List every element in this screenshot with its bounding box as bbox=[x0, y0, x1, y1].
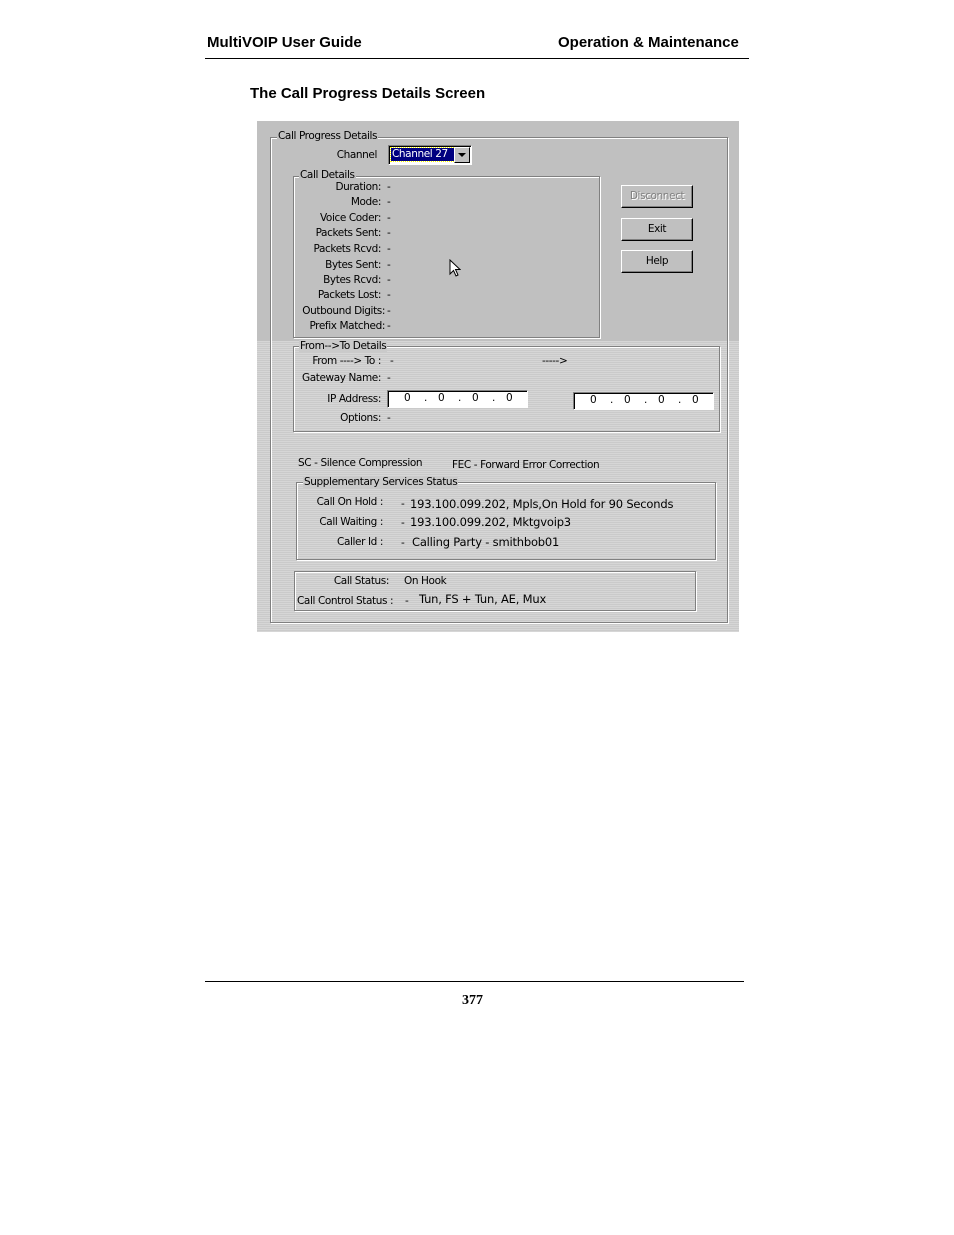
bytes-sent-value: - bbox=[387, 259, 391, 271]
bytes-rcvd-label: Bytes Rcvd: bbox=[323, 274, 381, 286]
call-status-label: Call Status: bbox=[333, 575, 389, 587]
channel-label bbox=[317, 149, 377, 162]
to-ip-octet-2: 0 bbox=[624, 394, 631, 406]
call-control-status-dash: - bbox=[405, 595, 409, 607]
ip-address-label: IP Address: bbox=[327, 393, 381, 405]
from-to-arrow: -----> bbox=[542, 355, 568, 367]
from-ip-dot-3: . bbox=[492, 392, 495, 404]
supplementary-services-title: Supplementary Services Status bbox=[304, 476, 458, 488]
header-right: Operation & Maintenance bbox=[558, 34, 739, 51]
channel-select[interactable] bbox=[388, 145, 472, 165]
from-ip-octet-4: 0 bbox=[506, 392, 513, 404]
outbound-digits-value: - bbox=[387, 305, 391, 317]
silence-compression-legend: SC - Silence Compression bbox=[298, 457, 423, 469]
to-ip-address-field[interactable] bbox=[573, 392, 714, 410]
from-ip-octet-2: 0 bbox=[438, 392, 445, 404]
from-to-value: - bbox=[390, 355, 394, 367]
prefix-matched-label: Prefix Matched: bbox=[309, 320, 385, 332]
channel-dropdown-button[interactable] bbox=[454, 147, 470, 163]
from-ip-dot-1: . bbox=[424, 392, 427, 404]
caller-id-label: Caller Id : bbox=[337, 536, 383, 548]
chevron-down-icon bbox=[458, 153, 466, 157]
voice-coder-value: - bbox=[387, 212, 391, 224]
exit-button-label: Exit bbox=[647, 223, 667, 235]
outbound-digits-label: Outbound Digits: bbox=[302, 305, 385, 317]
disconnect-button-label: Disconnect bbox=[629, 190, 685, 202]
packets-rcvd-label: Packets Rcvd: bbox=[313, 243, 381, 255]
caller-id-dash: - bbox=[401, 537, 405, 549]
call-on-hold-value: 193.100.099.202, Mpls,On Hold for 90 Seconds bbox=[410, 497, 674, 511]
packets-lost-label: Packets Lost: bbox=[317, 289, 381, 301]
from-ip-octet-3: 0 bbox=[472, 392, 479, 404]
bytes-rcvd-value: - bbox=[387, 274, 391, 286]
packets-rcvd-value: - bbox=[387, 243, 391, 255]
to-ip-octet-1: 0 bbox=[590, 394, 597, 406]
from-to-details-title: From-->To Details bbox=[300, 340, 387, 352]
section-title: The Call Progress Details Screen bbox=[250, 85, 486, 102]
header-rule bbox=[205, 58, 749, 59]
from-ip-dot-2: . bbox=[458, 392, 461, 404]
call-on-hold-label: Call On Hold : bbox=[316, 496, 383, 508]
gateway-name-label: Gateway Name: bbox=[301, 372, 381, 384]
mouse-cursor-icon bbox=[449, 259, 461, 277]
options-value: - bbox=[387, 412, 391, 424]
help-button[interactable] bbox=[621, 250, 693, 273]
packets-sent-value: - bbox=[387, 227, 391, 239]
from-to-label: From ----> To : bbox=[312, 355, 381, 367]
to-ip-dot-2: . bbox=[644, 394, 647, 406]
duration-label: Duration: bbox=[335, 181, 381, 193]
call-control-status-label: Call Control Status : bbox=[297, 595, 394, 607]
options-label: Options: bbox=[340, 412, 381, 424]
call-control-status-value: Tun, FS + Tun, AE, Mux bbox=[419, 592, 547, 606]
bytes-sent-label: Bytes Sent: bbox=[325, 259, 381, 271]
help-button-label: Help bbox=[645, 255, 669, 267]
prefix-matched-value: - bbox=[387, 320, 391, 332]
to-ip-octet-3: 0 bbox=[658, 394, 665, 406]
duration-value: - bbox=[387, 181, 391, 193]
call-waiting-dash: - bbox=[401, 517, 405, 529]
header-left: MultiVOIP User Guide bbox=[207, 34, 362, 51]
exit-button[interactable] bbox=[621, 218, 693, 241]
to-ip-dot-3: . bbox=[678, 394, 681, 406]
caller-id-value: Calling Party - smithbob01 bbox=[412, 535, 560, 549]
call-progress-dialog bbox=[257, 121, 739, 632]
packets-lost-value: - bbox=[387, 289, 391, 301]
call-status-value: On Hook bbox=[404, 575, 447, 587]
page-number: 377 bbox=[462, 993, 483, 1008]
from-ip-octet-1: 0 bbox=[404, 392, 411, 404]
disconnect-button[interactable] bbox=[621, 185, 693, 208]
mode-value: - bbox=[387, 196, 391, 208]
packets-sent-label: Packets Sent: bbox=[315, 227, 381, 239]
forward-error-correction-legend: FEC - Forward Error Correction bbox=[452, 459, 600, 471]
call-details-title: Call Details bbox=[300, 169, 355, 181]
mode-label: Mode: bbox=[350, 196, 381, 208]
voice-coder-label: Voice Coder: bbox=[319, 212, 381, 224]
footer-rule bbox=[205, 981, 744, 982]
to-ip-dot-1: . bbox=[610, 394, 613, 406]
call-waiting-value: 193.100.099.202, Mktgvoip3 bbox=[410, 515, 571, 529]
call-on-hold-dash: - bbox=[401, 498, 405, 510]
from-ip-address-field[interactable] bbox=[387, 390, 528, 408]
call-progress-details-title: Call Progress Details bbox=[278, 130, 378, 142]
channel-label-text: Channel bbox=[336, 149, 377, 161]
call-waiting-label: Call Waiting : bbox=[319, 516, 383, 528]
channel-select-value: Channel 27 bbox=[391, 148, 455, 161]
to-ip-octet-4: 0 bbox=[692, 394, 699, 406]
gateway-name-value: - bbox=[387, 372, 391, 384]
